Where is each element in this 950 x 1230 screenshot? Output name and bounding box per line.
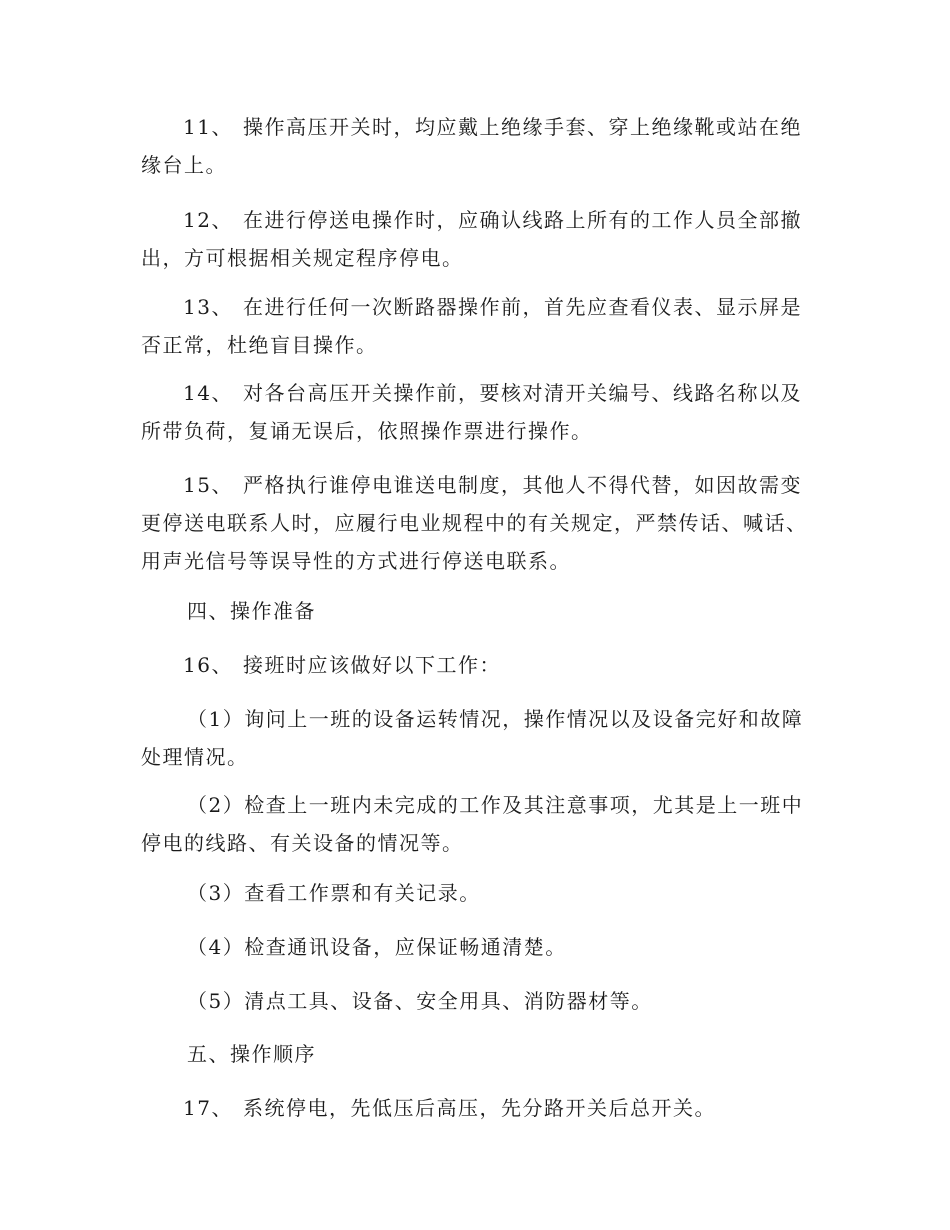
subitem-text: （4）检查通讯设备，应保证畅通清楚。 [187,935,567,959]
subitem-text: （5）清点工具、设备、安全用具、消防器材等。 [187,989,653,1013]
paragraph-number: 15、 [183,473,233,497]
subitem-1 [141,700,809,776]
paragraph-text: 接班时应该做好以下工作： [242,653,501,677]
subitem-2 [141,786,809,862]
subitem-4 [141,928,809,966]
paragraph-11 [141,108,809,184]
paragraph-number: 14、 [183,381,233,405]
paragraph-17 [141,1089,809,1127]
paragraph-number: 17、 [183,1096,233,1120]
section-heading-5: 五、操作顺序 [187,1042,316,1066]
paragraph-number: 12、 [183,208,233,232]
paragraph-15 [141,466,809,580]
paragraph-number: 16、 [183,653,233,677]
paragraph-text: 在进行任何一次断路器操作前，首先应查看仪表、显示屏是否正常，杜绝盲目操作。 [141,295,802,357]
paragraph-text: 对各台高压开关操作前，要核对清开关编号、线路名称以及所带负荷，复诵无误后，依照操作票进行操作。 [141,381,802,443]
paragraph-text: 操作高压开关时，均应戴上绝缘手套、穿上绝缘靴或站在绝缘台上。 [141,115,802,177]
paragraph-number: 11、 [183,115,233,139]
paragraph-12 [141,201,809,277]
paragraph-text: 在进行停送电操作时，应确认线路上所有的工作人员全部撤出，方可根据相关规定程序停电。 [141,208,802,270]
paragraph-text: 系统停电，先低压后高压，先分路开关后总开关。 [242,1096,716,1120]
paragraph-14 [141,374,809,450]
paragraph-16 [141,646,809,684]
subitem-text: （2）检查上一班内未完成的工作及其注意事项，尤其是上一班中停电的线路、有关设备的情况等。 [141,793,804,855]
paragraph-text: 严格执行谁停电谁送电制度，其他人不得代替，如因故需变更停送电联系人时，应履行电业规程中的有关规定，严禁传话、喊话、用声光信号等误导性的方式进行停送电联系。 [141,473,808,573]
subitem-5 [141,982,809,1020]
subitem-text: （3）查看工作票和有关记录。 [187,881,481,905]
subitem-text: （1）询问上一班的设备运转情况，操作情况以及设备完好和故障处理情况。 [141,707,804,769]
paragraph-number: 13、 [183,295,233,319]
section-heading-4: 四、操作准备 [187,599,316,623]
paragraph-13 [141,288,809,364]
subitem-3 [141,874,809,912]
